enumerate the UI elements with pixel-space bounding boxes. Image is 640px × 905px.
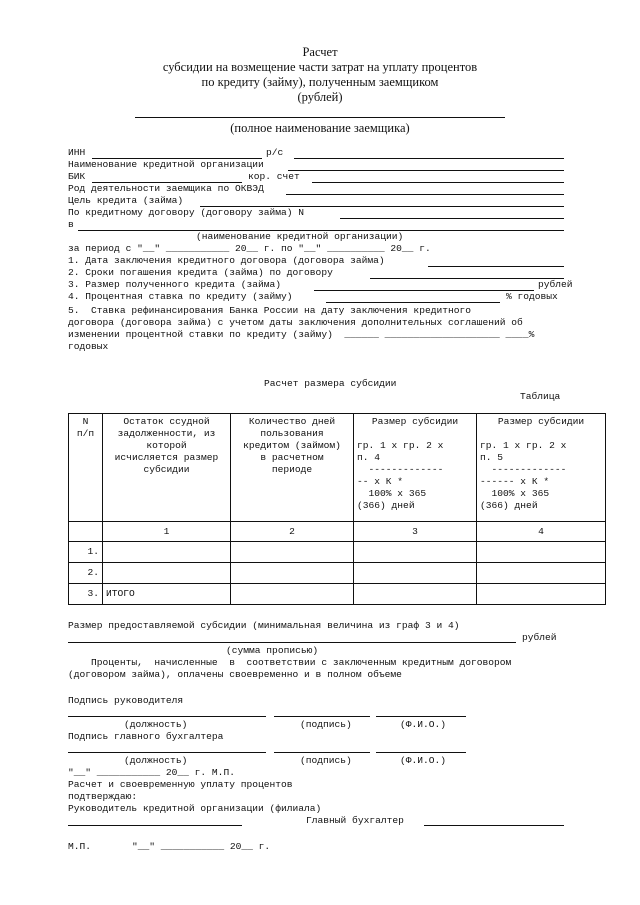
row-days-cell[interactable] [231, 584, 354, 605]
head-signature-label: Подпись руководителя [68, 695, 184, 706]
borrower-name-line [135, 117, 505, 118]
subsidy-table [68, 413, 606, 605]
rs-field[interactable] [294, 158, 564, 159]
rs-label: р/с [266, 147, 284, 158]
item5-line4: годовых [68, 341, 109, 352]
kor-label: кор. счет [248, 171, 300, 182]
final-date: "__" ___________ 20__ г. [132, 841, 271, 852]
document-subtitle-line3: (рублей) [297, 90, 343, 104]
head-fio-field[interactable] [376, 716, 466, 717]
item3-field[interactable] [314, 290, 534, 291]
item4-label: 4. Процентная ставка по кредиту (займу) [68, 291, 293, 302]
signature-caption: (подпись) [300, 755, 352, 766]
header-number: N п/п [69, 414, 103, 522]
item5-line1: 5. Ставка рефинансирования Банка России на дату заключения кредитного [68, 305, 472, 316]
header-subsidy-4-title: Размер субсидии [497, 416, 585, 427]
table-label: Таблица [520, 391, 561, 402]
table-row [69, 563, 606, 584]
confirm-line1: Расчет и своевременную уплату процентов [68, 779, 293, 790]
formula-col3: гр. 1 x гр. 2 x п. 4 ------------- -- x К * 100% x 365 (366) дней [357, 440, 444, 511]
column-number-row [69, 522, 606, 542]
accountant-signature-field[interactable] [274, 752, 370, 753]
borrower-caption: (полное наименование заемщика) [230, 121, 410, 135]
bank-accountant-signature-field[interactable] [424, 825, 564, 826]
item2-label: 2. Сроки погашения кредита (займа) по договору [68, 267, 333, 278]
table-row [69, 542, 606, 563]
v-label: в [68, 219, 74, 230]
head-position-field[interactable] [68, 716, 266, 717]
purpose-label: Цель кредита (займа) [68, 195, 184, 206]
row-subsidy4-cell[interactable] [477, 563, 606, 584]
column-number: 3 [354, 522, 477, 542]
contract-label: По кредитному договору (договору займа) N [68, 207, 305, 218]
subsidy-amount-field[interactable] [68, 642, 516, 643]
column-number: 2 [231, 522, 354, 542]
interest-line1: Проценты, начисленные в соответствии с заключенным кредитным договором [68, 657, 512, 668]
chief-accountant-label: Подпись главного бухгалтера [68, 731, 224, 742]
table-header-row [69, 414, 606, 522]
document-subtitle-line2: по кредиту (займу), полученным заемщиком [201, 75, 439, 89]
item4-unit: % годовых [506, 291, 558, 302]
kor-field[interactable] [312, 182, 564, 183]
column-number-cell [69, 522, 103, 542]
row-loan-balance-cell[interactable] [103, 542, 231, 563]
column-number: 4 [477, 522, 606, 542]
header-subsidy-3 [354, 414, 477, 522]
activity-label: Род деятельности заемщика по ОКВЭД [68, 183, 264, 194]
row-days-cell[interactable] [231, 563, 354, 584]
column-number: 1 [103, 522, 231, 542]
header-days: Количество дней пользования кредитом (займом) в расчетном периоде [231, 414, 354, 522]
activity-field[interactable] [286, 194, 564, 195]
fio-caption: (Ф.И.О.) [400, 719, 447, 730]
credit-org-caption: (наименование кредитной организации) [196, 231, 404, 242]
credit-org-field[interactable] [288, 170, 564, 171]
inn-label: ИНН [68, 147, 86, 158]
item4-field[interactable] [326, 302, 500, 303]
row-days-cell[interactable] [231, 542, 354, 563]
row-subsidy3-cell[interactable] [354, 584, 477, 605]
item5-line3: изменении процентной ставки по кредиту (займу) ______ ____________________ ____% [68, 329, 535, 340]
document-title: Расчет [302, 45, 338, 59]
amount-words-caption: (сумма прописью) [226, 645, 319, 656]
bank-accountant-label: Главный бухгалтер [306, 815, 404, 826]
final-mp: М.П. [68, 841, 92, 852]
row-subsidy3-cell[interactable] [354, 563, 477, 584]
contract-number-field[interactable] [340, 218, 564, 219]
accountant-fio-field[interactable] [376, 752, 466, 753]
item1-label: 1. Дата заключения кредитного договора (договора займа) [68, 255, 385, 266]
row-number: 1. [69, 542, 103, 563]
header-loan-balance: Остаток ссудной задолженности, из которой исчисляется размер субсидии [103, 414, 231, 522]
header-subsidy-4 [477, 414, 606, 522]
bank-head-label: Руководитель кредитной организации (филиала) [68, 803, 322, 814]
credit-org-label: Наименование кредитной организации [68, 159, 264, 170]
item5-line2: договора (договора займа) с учетом даты заключения дополнительных соглашений об [68, 317, 523, 328]
head-signature-field[interactable] [274, 716, 370, 717]
bank-head-signature-field[interactable] [68, 825, 242, 826]
accountant-position-field[interactable] [68, 752, 266, 753]
position-caption: (должность) [124, 719, 188, 730]
subsidy-size-label: Размер предоставляемой субсидии (минимальная величина из граф 3 и 4) [68, 620, 460, 631]
formula-col4: гр. 1 x гр. 2 x п. 5 ------------- ------ x К * 100% x 365 (366) дней [480, 440, 567, 511]
item3-label: 3. Размер полученного кредита (займа) [68, 279, 282, 290]
item2-field[interactable] [370, 278, 564, 279]
date-mp-line: "__" ___________ 20__ г. М.П. [68, 767, 235, 778]
row-total-label: ИТОГО [103, 584, 231, 605]
confirm-line2: подтверждаю: [68, 791, 138, 802]
item1-field[interactable] [428, 266, 564, 267]
bik-label: БИК [68, 171, 86, 182]
period-line: за период с "__" ___________ 20__ г. по "__" __________ 20__ г. [68, 243, 431, 254]
row-loan-balance-cell[interactable] [103, 563, 231, 584]
item3-unit: рублей [538, 279, 573, 290]
document-subtitle-line1: субсидии на возмещение части затрат на уплату процентов [162, 60, 478, 74]
rubles-label: рублей [522, 632, 557, 643]
table-row [69, 584, 606, 605]
row-subsidy4-cell[interactable] [477, 542, 606, 563]
position-caption: (должность) [124, 755, 188, 766]
row-number: 3. [69, 584, 103, 605]
row-subsidy4-cell[interactable] [477, 584, 606, 605]
signature-caption: (подпись) [300, 719, 352, 730]
row-subsidy3-cell[interactable] [354, 542, 477, 563]
table-heading: Расчет размера субсидии [264, 378, 397, 389]
row-number: 2. [69, 563, 103, 584]
interest-line2: (договором займа), оплачены своевременно и в полном объеме [68, 669, 402, 680]
header-subsidy-3-title: Размер субсидии [371, 416, 459, 427]
fio-caption: (Ф.И.О.) [400, 755, 447, 766]
